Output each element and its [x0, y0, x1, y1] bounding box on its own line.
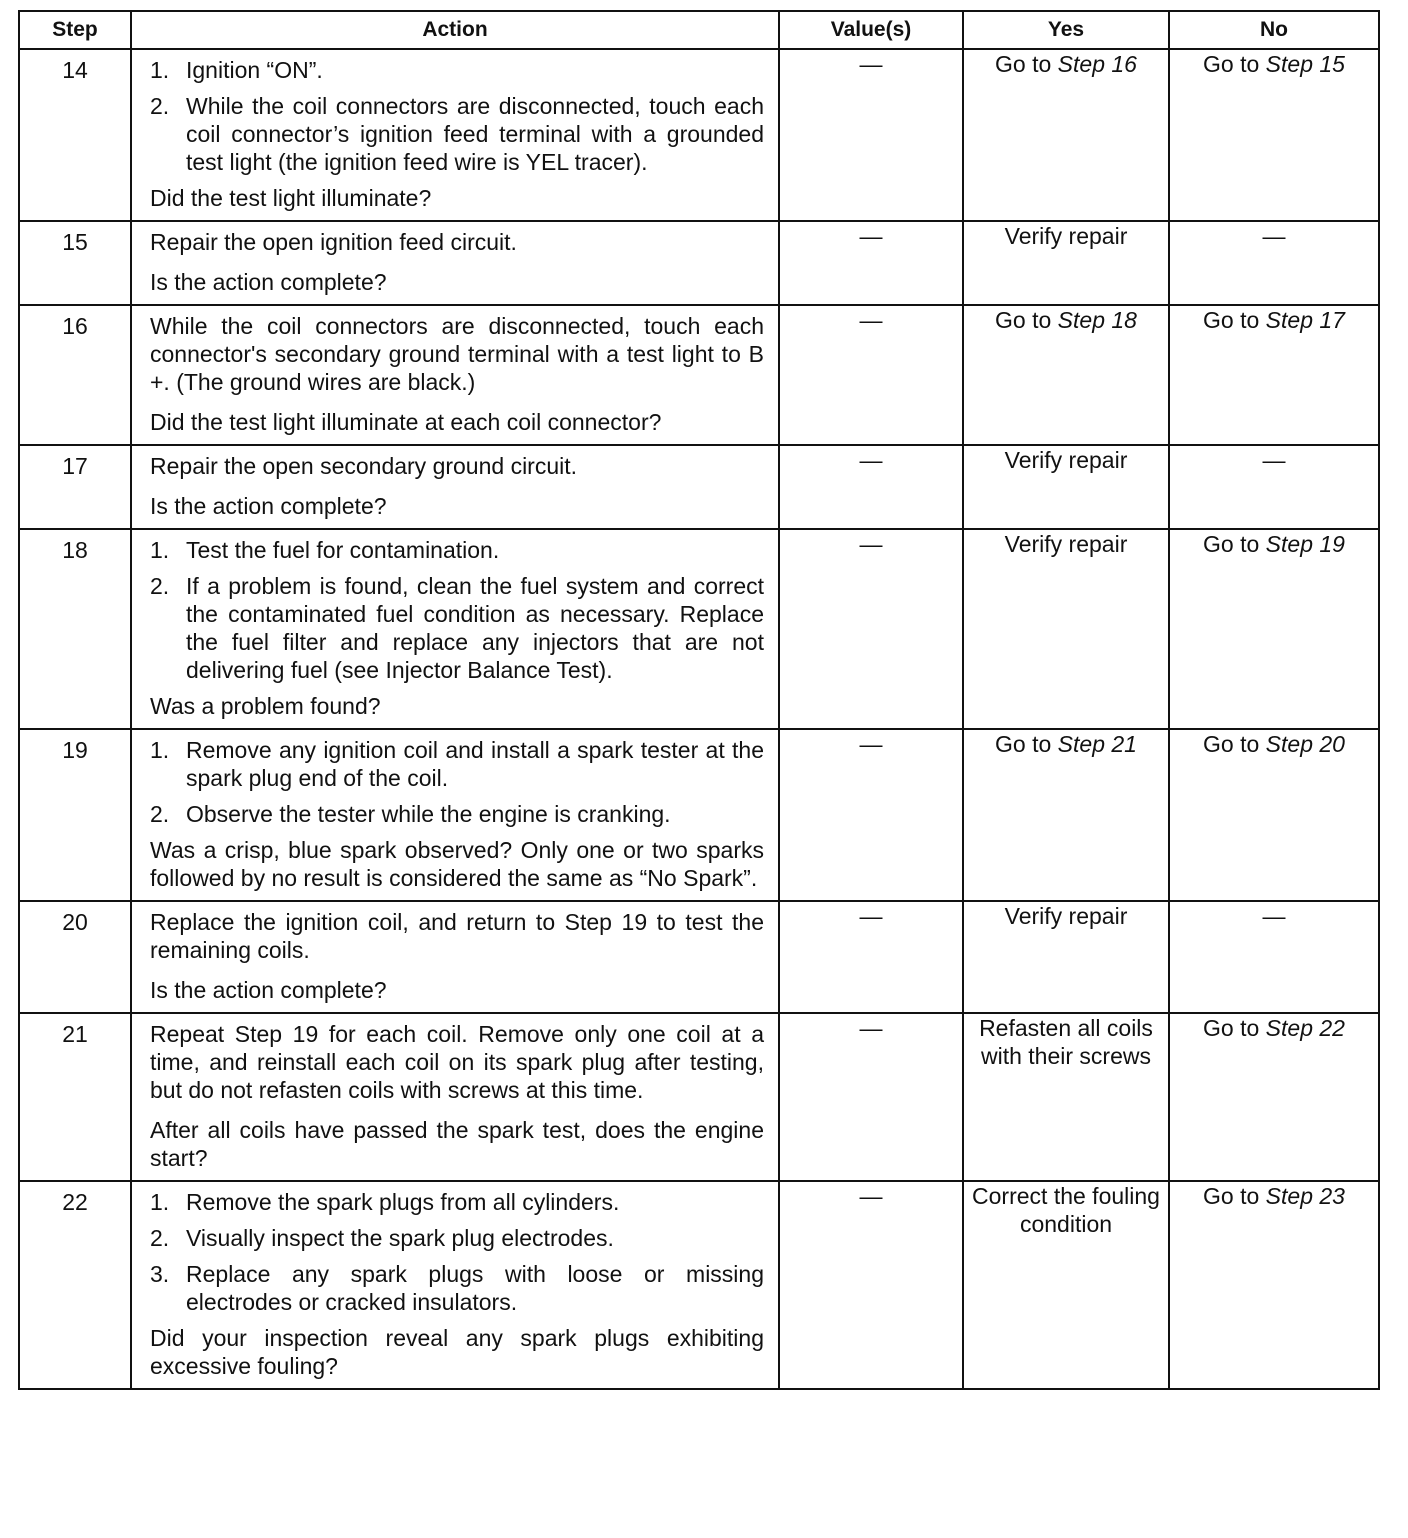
yes-result-text: Verify repair — [1004, 531, 1128, 557]
step-number: 15 — [19, 221, 131, 305]
yes-cell — [963, 729, 1169, 901]
yes-result-text: Verify repair — [1004, 447, 1128, 473]
action-step-text: If a problem is found, clean the fuel system and correct the contaminated fuel condition as necessary. Replace the fuel filter and replace any injectors that are not delivering fuel (see Injector Balance Test). — [186, 573, 764, 683]
step-number: 19 — [19, 729, 131, 901]
yes-step-reference: Step 21 — [1057, 731, 1137, 757]
action-steps-list — [150, 536, 764, 684]
yes-goto-label: Go to — [995, 51, 1052, 77]
yes-result-text: Verify repair — [1004, 903, 1128, 929]
table-row — [19, 529, 1379, 729]
diagnostic-table — [18, 10, 1380, 1390]
header-yes: Yes — [963, 11, 1169, 49]
value-cell: — — [779, 221, 963, 305]
no-cell — [1169, 305, 1379, 445]
step-number: 17 — [19, 445, 131, 529]
yes-cell — [963, 529, 1169, 729]
no-goto-label: Go to — [1203, 307, 1260, 333]
no-cell — [1169, 221, 1379, 305]
action-step-item — [150, 1224, 764, 1252]
action-step-item — [150, 736, 764, 792]
action-step-number: 1. — [150, 737, 170, 763]
action-text: While the coil connectors are disconnected, touch each connector's secondary ground terminal with a test light to B +. (The ground wires are black.) — [150, 313, 764, 395]
no-step-reference: Step 23 — [1265, 1183, 1345, 1209]
action-cell — [131, 221, 779, 305]
action-step-number: 2. — [150, 1225, 170, 1251]
value-cell: — — [779, 529, 963, 729]
no-goto-label: Go to — [1203, 51, 1260, 77]
action-cell — [131, 445, 779, 529]
yes-goto-label: Go to — [995, 731, 1052, 757]
action-question: Did your inspection reveal any spark plugs exhibiting excessive fouling? — [150, 1325, 764, 1379]
action-step-text: Remove any ignition coil and install a spark tester at the spark plug end of the coil. — [186, 737, 764, 791]
value-cell: — — [779, 1181, 963, 1389]
no-result-text: — — [1262, 903, 1286, 929]
action-cell — [131, 305, 779, 445]
action-step-text: Replace any spark plugs with loose or missing electrodes or cracked insulators. — [186, 1261, 764, 1315]
no-goto-label: Go to — [1203, 1183, 1260, 1209]
no-cell — [1169, 445, 1379, 529]
action-step-number: 2. — [150, 801, 170, 827]
action-step-number: 2. — [150, 93, 170, 119]
header-no: No — [1169, 11, 1379, 49]
table-row — [19, 221, 1379, 305]
action-step-item — [150, 56, 764, 84]
action-text: Repair the open secondary ground circuit. — [150, 453, 578, 479]
table-body — [19, 49, 1379, 1389]
no-cell — [1169, 1181, 1379, 1389]
no-step-reference: Step 17 — [1265, 307, 1345, 333]
step-number: 21 — [19, 1013, 131, 1181]
no-goto-label: Go to — [1203, 531, 1260, 557]
yes-result-text: Refasten all coils with their screws — [979, 1015, 1153, 1069]
action-step-text: While the coil connectors are disconnected, touch each coil connector’s ignition feed terminal with a grounded test light (the ignition feed wire is YEL tracer). — [186, 93, 764, 175]
table-row — [19, 49, 1379, 221]
step-number: 20 — [19, 901, 131, 1013]
no-goto-label: Go to — [1203, 1015, 1260, 1041]
action-step-item — [150, 1260, 764, 1316]
table-row — [19, 1181, 1379, 1389]
yes-cell — [963, 49, 1169, 221]
yes-cell — [963, 1013, 1169, 1181]
action-text: Replace the ignition coil, and return to Step 19 to test the remaining coils. — [150, 909, 764, 963]
action-cell — [131, 1013, 779, 1181]
action-cell — [131, 901, 779, 1013]
value-cell: — — [779, 901, 963, 1013]
action-step-number: 3. — [150, 1261, 170, 1287]
no-result-text: — — [1262, 223, 1286, 249]
action-question: Was a crisp, blue spark observed? Only one or two sparks followed by no result is considered the same as “No Spark”. — [150, 837, 764, 891]
action-step-number: 1. — [150, 1189, 170, 1215]
yes-goto-label: Go to — [995, 307, 1052, 333]
step-number: 16 — [19, 305, 131, 445]
no-step-reference: Step 19 — [1265, 531, 1345, 557]
action-step-number: 1. — [150, 537, 170, 563]
action-step-text: Visually inspect the spark plug electrodes. — [186, 1225, 614, 1251]
action-question: Is the action complete? — [150, 269, 387, 295]
table-row — [19, 305, 1379, 445]
action-step-text: Ignition “ON”. — [186, 57, 323, 83]
action-question: Is the action complete? — [150, 493, 387, 519]
header-row — [19, 11, 1379, 49]
action-step-item — [150, 1188, 764, 1216]
value-cell: — — [779, 1013, 963, 1181]
action-cell — [131, 1181, 779, 1389]
header-values: Value(s) — [779, 11, 963, 49]
no-step-reference: Step 22 — [1265, 1015, 1345, 1041]
value-cell: — — [779, 729, 963, 901]
header-action: Action — [131, 11, 779, 49]
table-row — [19, 445, 1379, 529]
action-text: Repair the open ignition feed circuit. — [150, 229, 517, 255]
no-cell — [1169, 729, 1379, 901]
yes-cell — [963, 901, 1169, 1013]
action-question: Did the test light illuminate? — [150, 185, 432, 211]
table-row — [19, 1013, 1379, 1181]
action-step-item — [150, 800, 764, 828]
action-step-item — [150, 572, 764, 684]
action-steps-list — [150, 56, 764, 176]
step-number: 14 — [19, 49, 131, 221]
action-question: Did the test light illuminate at each coil connector? — [150, 409, 662, 435]
step-number: 18 — [19, 529, 131, 729]
value-cell: — — [779, 305, 963, 445]
no-step-reference: Step 20 — [1265, 731, 1345, 757]
table-row — [19, 901, 1379, 1013]
action-steps-list — [150, 1188, 764, 1316]
action-step-number: 1. — [150, 57, 170, 83]
action-text: Repeat Step 19 for each coil. Remove only one coil at a time, and reinstall each coil on its spark plug after testing, but do not refasten coils with screws at this time. — [150, 1021, 764, 1103]
action-step-number: 2. — [150, 573, 170, 599]
action-step-text: Test the fuel for contamination. — [186, 537, 500, 563]
no-goto-label: Go to — [1203, 731, 1260, 757]
yes-step-reference: Step 16 — [1057, 51, 1137, 77]
action-step-item — [150, 92, 764, 176]
yes-cell — [963, 445, 1169, 529]
action-step-item — [150, 536, 764, 564]
header-step: Step — [19, 11, 131, 49]
action-question: Is the action complete? — [150, 977, 387, 1003]
yes-cell — [963, 305, 1169, 445]
action-steps-list — [150, 736, 764, 828]
action-question: Was a problem found? — [150, 693, 381, 719]
no-cell — [1169, 529, 1379, 729]
action-cell — [131, 729, 779, 901]
yes-result-text: Verify repair — [1004, 223, 1128, 249]
no-cell — [1169, 901, 1379, 1013]
table-row — [19, 729, 1379, 901]
step-number: 22 — [19, 1181, 131, 1389]
yes-cell — [963, 221, 1169, 305]
yes-cell — [963, 1181, 1169, 1389]
no-step-reference: Step 15 — [1265, 51, 1345, 77]
yes-step-reference: Step 18 — [1057, 307, 1137, 333]
yes-result-text: Correct the fouling condition — [972, 1183, 1160, 1237]
value-cell: — — [779, 445, 963, 529]
action-question: After all coils have passed the spark test, does the engine start? — [150, 1117, 764, 1171]
no-cell — [1169, 1013, 1379, 1181]
no-cell — [1169, 49, 1379, 221]
action-cell — [131, 529, 779, 729]
no-result-text: — — [1262, 447, 1286, 473]
action-step-text: Observe the tester while the engine is cranking. — [186, 801, 671, 827]
action-cell — [131, 49, 779, 221]
action-step-text: Remove the spark plugs from all cylinders. — [186, 1189, 620, 1215]
value-cell: — — [779, 49, 963, 221]
